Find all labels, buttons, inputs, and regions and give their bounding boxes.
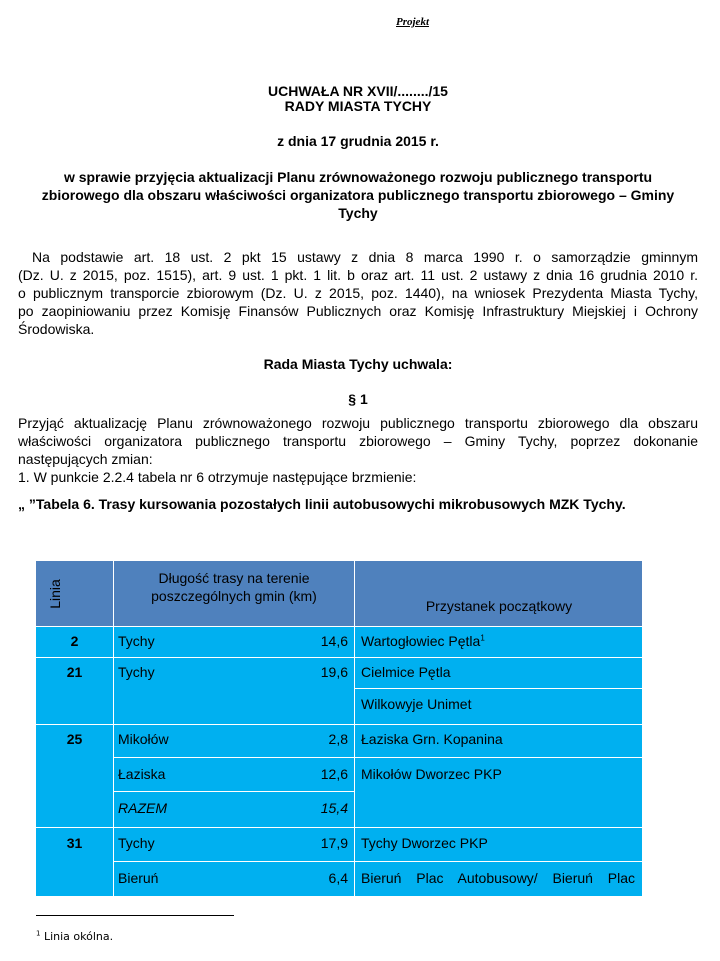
route-length: 2,8 [328, 731, 348, 747]
text-line: Środowiska. [18, 321, 95, 337]
footnote: $^1$ Linia okólna. [36, 929, 114, 943]
grid-line [354, 561, 355, 896]
subject-line: Tychy [338, 205, 378, 221]
total-length: 15,4 [320, 800, 348, 816]
resolution-number: UCHWAŁA NR XVII/......../15 [268, 83, 448, 99]
start-stop: Wilkowyje Unimet [361, 696, 472, 712]
routes-table [36, 561, 642, 896]
start-stop: Bieruń Plac Autobusowy/ Bieruń Plac [361, 870, 635, 886]
start-stop: Mikołów Dworzec PKP [361, 766, 502, 782]
start-stop: Wartogłowiec Pętla$^1$ [361, 633, 485, 649]
grid-line [113, 757, 642, 758]
municipality: Łaziska [118, 766, 166, 782]
line-number: 21 [66, 664, 83, 680]
text-line: po zaopiniowaniu przez Komisję Finansów Publicznych oraz Komisję Infrastruktury Miejskiej i Ochrony [18, 303, 698, 319]
footnote-separator [36, 915, 234, 916]
text-line: Przyjąć aktualizację Planu zrównoważonego rozwoju publicznego transportu zbiorowego dla obszaru [18, 415, 698, 431]
resolution-subject [18, 168, 698, 222]
projekt-label: Projekt [396, 16, 429, 28]
line-number: 25 [66, 731, 83, 747]
route-length: 6,4 [328, 870, 348, 886]
paragraph-sign: § 1 [348, 391, 368, 407]
point-1: 1. W punkcie 2.2.4 tabela nr 6 otrzymuje następujące brzmienie: [18, 469, 417, 485]
start-stop: Tychy Dworzec PKP [361, 835, 488, 851]
text-line: następujących zmian: [18, 451, 153, 467]
municipality: Tychy [118, 835, 155, 851]
grid-line [36, 724, 642, 725]
grid-line [113, 561, 114, 896]
text-line: Na podstawie art. 18 ust. 2 pkt 15 ustawy z dnia 8 marca 1990 r. o samorządzie gminnym [32, 249, 698, 265]
grid-line [36, 827, 642, 828]
route-length: 12,6 [320, 766, 348, 782]
header-start-stop: Przystanek początkowy [425, 598, 573, 614]
route-length: 17,9 [320, 835, 348, 851]
line-number: 31 [66, 835, 83, 851]
text-line: o publicznym transporcie zbiorowym (Dz. U. z 2015, poz. 1440), na wniosek Prezydenta Miasta Tychy, [18, 285, 698, 301]
header-linia: Linia [47, 578, 63, 609]
route-length: 19,6 [320, 664, 348, 680]
line-number: 2 [70, 633, 79, 649]
table-title: „ ”Tabela 6. Trasy kursowania pozostałych linii autobusowychi mikrobusowych MZK Tychy. [18, 496, 626, 512]
municipality: Tychy [118, 633, 155, 649]
paragraph-1-text [18, 414, 698, 468]
subject-line: zbiorowego dla obszaru właściwości organizatora publicznego transportu zbiorowego – Gminy [41, 187, 675, 203]
text-line: właściwości organizatora publicznego transportu zbiorowego – Gminy Tychy, poprzez dokonanie [18, 433, 698, 449]
legal-basis-paragraph [18, 248, 698, 338]
header-length-line2: poszczególnych gmin (km) [151, 588, 317, 604]
resolution-date: z dnia 17 grudnia 2015 r. [277, 133, 439, 149]
grid-line [36, 657, 642, 658]
council-name: RADY MIASTA TYCHY [284, 98, 432, 114]
text-line: (Dz. U. z 2015, poz. 1515), art. 9 ust. 1 pkt. 1 lit. b oraz art. 11 ust. 2 ustawy z dnia 16 grudnia 2010 r. [18, 267, 698, 283]
resolves-heading: Rada Miasta Tychy uchwala: [263, 356, 453, 372]
municipality: Tychy [118, 664, 155, 680]
grid-line [113, 791, 354, 792]
start-stop: Łaziska Grn. Kopanina [361, 731, 503, 747]
footnote-ref[interactable]: 1 [480, 633, 485, 643]
municipality: Bieruń [118, 870, 159, 886]
total-label: RAZEM [118, 800, 167, 816]
subject-line: w sprawie przyjęcia aktualizacji Planu zrównoważonego rozwoju publicznego transportu [63, 169, 653, 185]
start-stop: Cielmice Pętla [361, 664, 451, 680]
header-length-line1: Długość trasy na terenie [158, 570, 310, 586]
municipality: Mikołów [118, 731, 169, 747]
route-length: 14,6 [320, 633, 348, 649]
grid-line [354, 688, 642, 689]
grid-line [36, 626, 642, 627]
grid-line [113, 861, 642, 862]
